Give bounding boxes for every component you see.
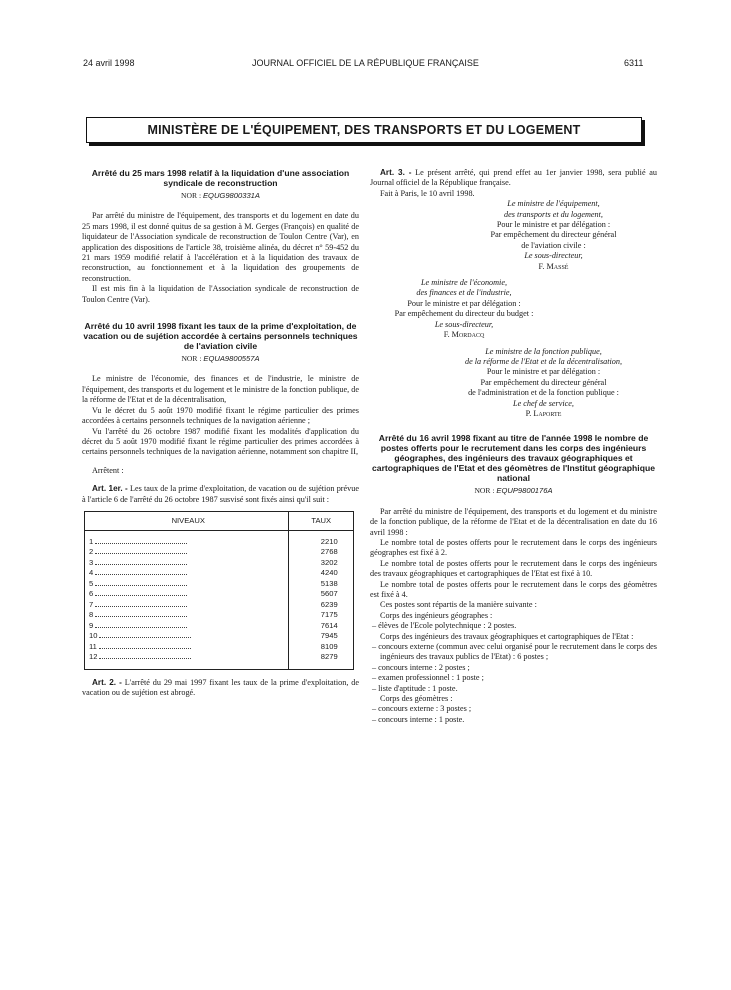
article-3: Art. 3. - Le présent arrêté, qui prend effet au 1er janvier 1998, sera publié au Journal officiel de la République française. bbox=[370, 168, 657, 188]
table-header-row bbox=[85, 511, 354, 530]
page-number: 6311 bbox=[624, 58, 644, 68]
table-row bbox=[85, 558, 354, 569]
decree-3-paragraph: Ces postes sont répartis de la manière suivante : bbox=[380, 600, 537, 610]
journal-title: JOURNAL OFFICIEL DE LA RÉPUBLIQUE FRANÇAISE bbox=[252, 58, 479, 68]
article-1: Art. 1er. - Les taux de la prime d'exploitation, de vacation ou de sujétion prévue à l'article 6 de l'arrêté du 26 octobre 1987 susvisé sont fixés ainsi qu'il suit : bbox=[82, 484, 359, 504]
table-row bbox=[85, 589, 354, 600]
list-item: – concours interne : 1 poste. bbox=[372, 714, 465, 724]
corps-heading: Corps des géomètres : bbox=[380, 694, 453, 704]
ministry-banner: MINISTÈRE DE L'ÉQUIPEMENT, DES TRANSPORTS ET DU LOGEMENT bbox=[86, 117, 642, 143]
niveau-cell: 8 bbox=[85, 610, 289, 621]
table-row bbox=[85, 600, 354, 611]
signature-block-3: Le ministre de la fonction publique, de la réforme de l'Etat et de la décentralisation, Pour le ministre et par délégation : Par empêchement du directeur général de l'administration et de la fonction publique : Le chef de service, P. Laporte bbox=[464, 346, 623, 418]
table-row bbox=[85, 547, 354, 558]
niveau-cell: 5 bbox=[85, 579, 289, 590]
table-row bbox=[85, 568, 354, 579]
list-item: – concours externe : 3 postes ; bbox=[372, 704, 472, 714]
niveau-cell: 7 bbox=[85, 600, 289, 611]
arretent: Arrêtent : bbox=[92, 465, 124, 475]
decree-2-title: Arrêté du 10 avril 1998 fixant les taux de la prime d'exploitation, de vacation ou de sujétion accordée à certains personnels techniques de l'aviation civile bbox=[83, 321, 358, 352]
niveau-cell: 11 bbox=[85, 642, 289, 653]
list-item: – liste d'aptitude : 1 poste. bbox=[372, 683, 458, 693]
niveau-cell: 6 bbox=[85, 589, 289, 600]
header-niveaux: NIVEAUX bbox=[85, 511, 289, 530]
left-column bbox=[82, 168, 359, 699]
table-row bbox=[85, 631, 354, 642]
taux-cell: 6239 bbox=[320, 599, 338, 609]
decree-1-title: Arrêté du 25 mars 1998 relatif à la liquidation d'une association syndicale de reconstruction bbox=[91, 168, 350, 188]
decree-3-paragraph: Le nombre total de postes offerts pour le recrutement dans le corps des géomètres est fixé à 4. bbox=[370, 579, 657, 599]
signature-block-2: Le ministre de l'économie, des finances et de l'industrie, Pour le ministre et par délégation : Par empêchement du directeur du budget : Le sous-directeur, F. Mordacq bbox=[394, 278, 534, 340]
niveau-cell: 4 bbox=[85, 568, 289, 579]
table-row bbox=[85, 621, 354, 632]
table-row bbox=[85, 652, 354, 663]
corps-heading: Corps des ingénieurs des travaux géographiques et cartographiques de l'Etat : bbox=[380, 631, 634, 641]
rates-table bbox=[84, 511, 354, 670]
decree-3-paragraph: Par arrêté du ministre de l'équipement, des transports et du logement et du ministre de la fonction publique, de la réforme de l'Etat et de la décentralisation en date du 16 avril 1998 : bbox=[370, 506, 657, 537]
niveau-cell: 12 bbox=[85, 652, 289, 663]
taux-cell: 7945 bbox=[320, 631, 338, 641]
taux-cell: 7175 bbox=[320, 610, 338, 620]
taux-cell: 2210 bbox=[320, 536, 338, 546]
taux-cell: 7614 bbox=[320, 620, 338, 630]
list-item: – concours externe (commun avec celui organisé pour le recrutement dans le corps des ingénieurs des travaux publics de l'Etat) : 6 postes ; bbox=[372, 642, 657, 662]
taux-cell: 3202 bbox=[320, 557, 338, 567]
table-row bbox=[85, 642, 354, 653]
list-item: – examen professionnel : 1 poste ; bbox=[372, 673, 484, 683]
taux-cell: 8279 bbox=[320, 652, 338, 662]
niveau-cell: 2 bbox=[85, 547, 289, 558]
decree-2-paragraph: Le ministre de l'économie, des finances et de l'industrie, le ministre de l'équipement, des transports et du logement et le ministre de la fonction publique, de la réforme de l'Etat et de la décentralisation, bbox=[82, 374, 359, 405]
niveau-cell: 1 bbox=[85, 537, 289, 548]
taux-cell: 4240 bbox=[320, 568, 338, 578]
decree-1-nor: NOR : EQUG9800331A bbox=[181, 191, 260, 200]
list-item: – élèves de l'Ecole polytechnique : 2 postes. bbox=[372, 621, 517, 631]
taux-cell: 5138 bbox=[320, 578, 338, 588]
decree-2-paragraph: Vu le décret du 5 août 1970 modifié fixant le régime particulier des primes accordées à certains personnels techniques de la navigation aérienne ; bbox=[82, 405, 359, 426]
table-row bbox=[85, 579, 354, 590]
list-item: – concours interne : 2 postes ; bbox=[372, 662, 470, 672]
corps-heading: Corps des ingénieurs géographes : bbox=[380, 610, 493, 620]
article-2: Art. 2. - L'arrêté du 29 mai 1997 fixant les taux de la prime d'exploitation, de vacation ou de sujétion est abrogé. bbox=[82, 677, 359, 698]
niveau-cell: 9 bbox=[85, 621, 289, 632]
decree-3-paragraph: Le nombre total de postes offerts pour le recrutement dans le corps des ingénieurs des travaux géographiques et cartographiques de l'Etat est fixé à 10. bbox=[370, 558, 657, 579]
decree-2-nor: NOR : EQUA9800557A bbox=[181, 354, 260, 364]
taux-cell: 2768 bbox=[320, 547, 338, 557]
fait-a-paris: Fait à Paris, le 10 avril 1998. bbox=[380, 188, 475, 198]
decree-3-paragraph: Le nombre total de postes offerts pour le recrutement dans le corps des ingénieurs géographes est fixé à 2. bbox=[370, 537, 657, 558]
decree-3-nor: NOR : EQUP9800176A bbox=[474, 486, 553, 496]
header-taux: TAUX bbox=[289, 511, 354, 530]
table-row bbox=[85, 610, 354, 621]
taux-cell: 5607 bbox=[320, 589, 338, 599]
table-row bbox=[85, 537, 354, 548]
taux-cell: 8109 bbox=[320, 641, 338, 651]
decree-1-paragraph: Par arrêté du ministre de l'équipement, des transports et du logement en date du 25 mars 1998, il est donné quitus de sa gestion à M. Gerges (François) en qualité de liquidateur de l'Association syndicale de reconstruction de Toulon Centre (Var), en application des dispositions de l'article 38, troisième alinéa, du décret n° 59-452 du 21 mars 1959 modifié relatif à l'accélération et à la liquidation des travaux de reconstruction, au fonctionnement et à la liquidation des groupements de reconstruction. bbox=[82, 211, 359, 283]
page-date: 24 avril 1998 bbox=[83, 58, 135, 68]
decree-2-paragraph: Vu l'arrêté du 26 octobre 1987 modifié fixant les modalités d'application du décret du 5 août 1970 modifié fixant le régime particulier des primes accordées à certains personnels techniques de la navigation aérienne, notamment son chapitre II, bbox=[82, 426, 359, 457]
niveau-cell: 3 bbox=[85, 558, 289, 569]
signature-block-1: Le ministre de l'équipement, des transports et du logement, Pour le ministre et par délégation : Par empêchement du directeur général de l'aviation civile : Le sous-directeur, F. Massé bbox=[490, 199, 617, 271]
decree-1-paragraph: Il est mis fin à la liquidation de l'Association syndicale de reconstruction de Toulon Centre (Var). bbox=[82, 284, 359, 304]
niveau-cell: 10 bbox=[85, 631, 289, 642]
decree-3-title: Arrêté du 16 avril 1998 fixant au titre de l'année 1998 le nombre de postes offerts pour le recrutement dans les corps des ingénieurs géographes, des ingénieurs des travaux géographiques et cartographiques de l'Etat et des géomètres de l'Institut géographique national bbox=[372, 433, 655, 484]
right-column bbox=[370, 168, 657, 725]
